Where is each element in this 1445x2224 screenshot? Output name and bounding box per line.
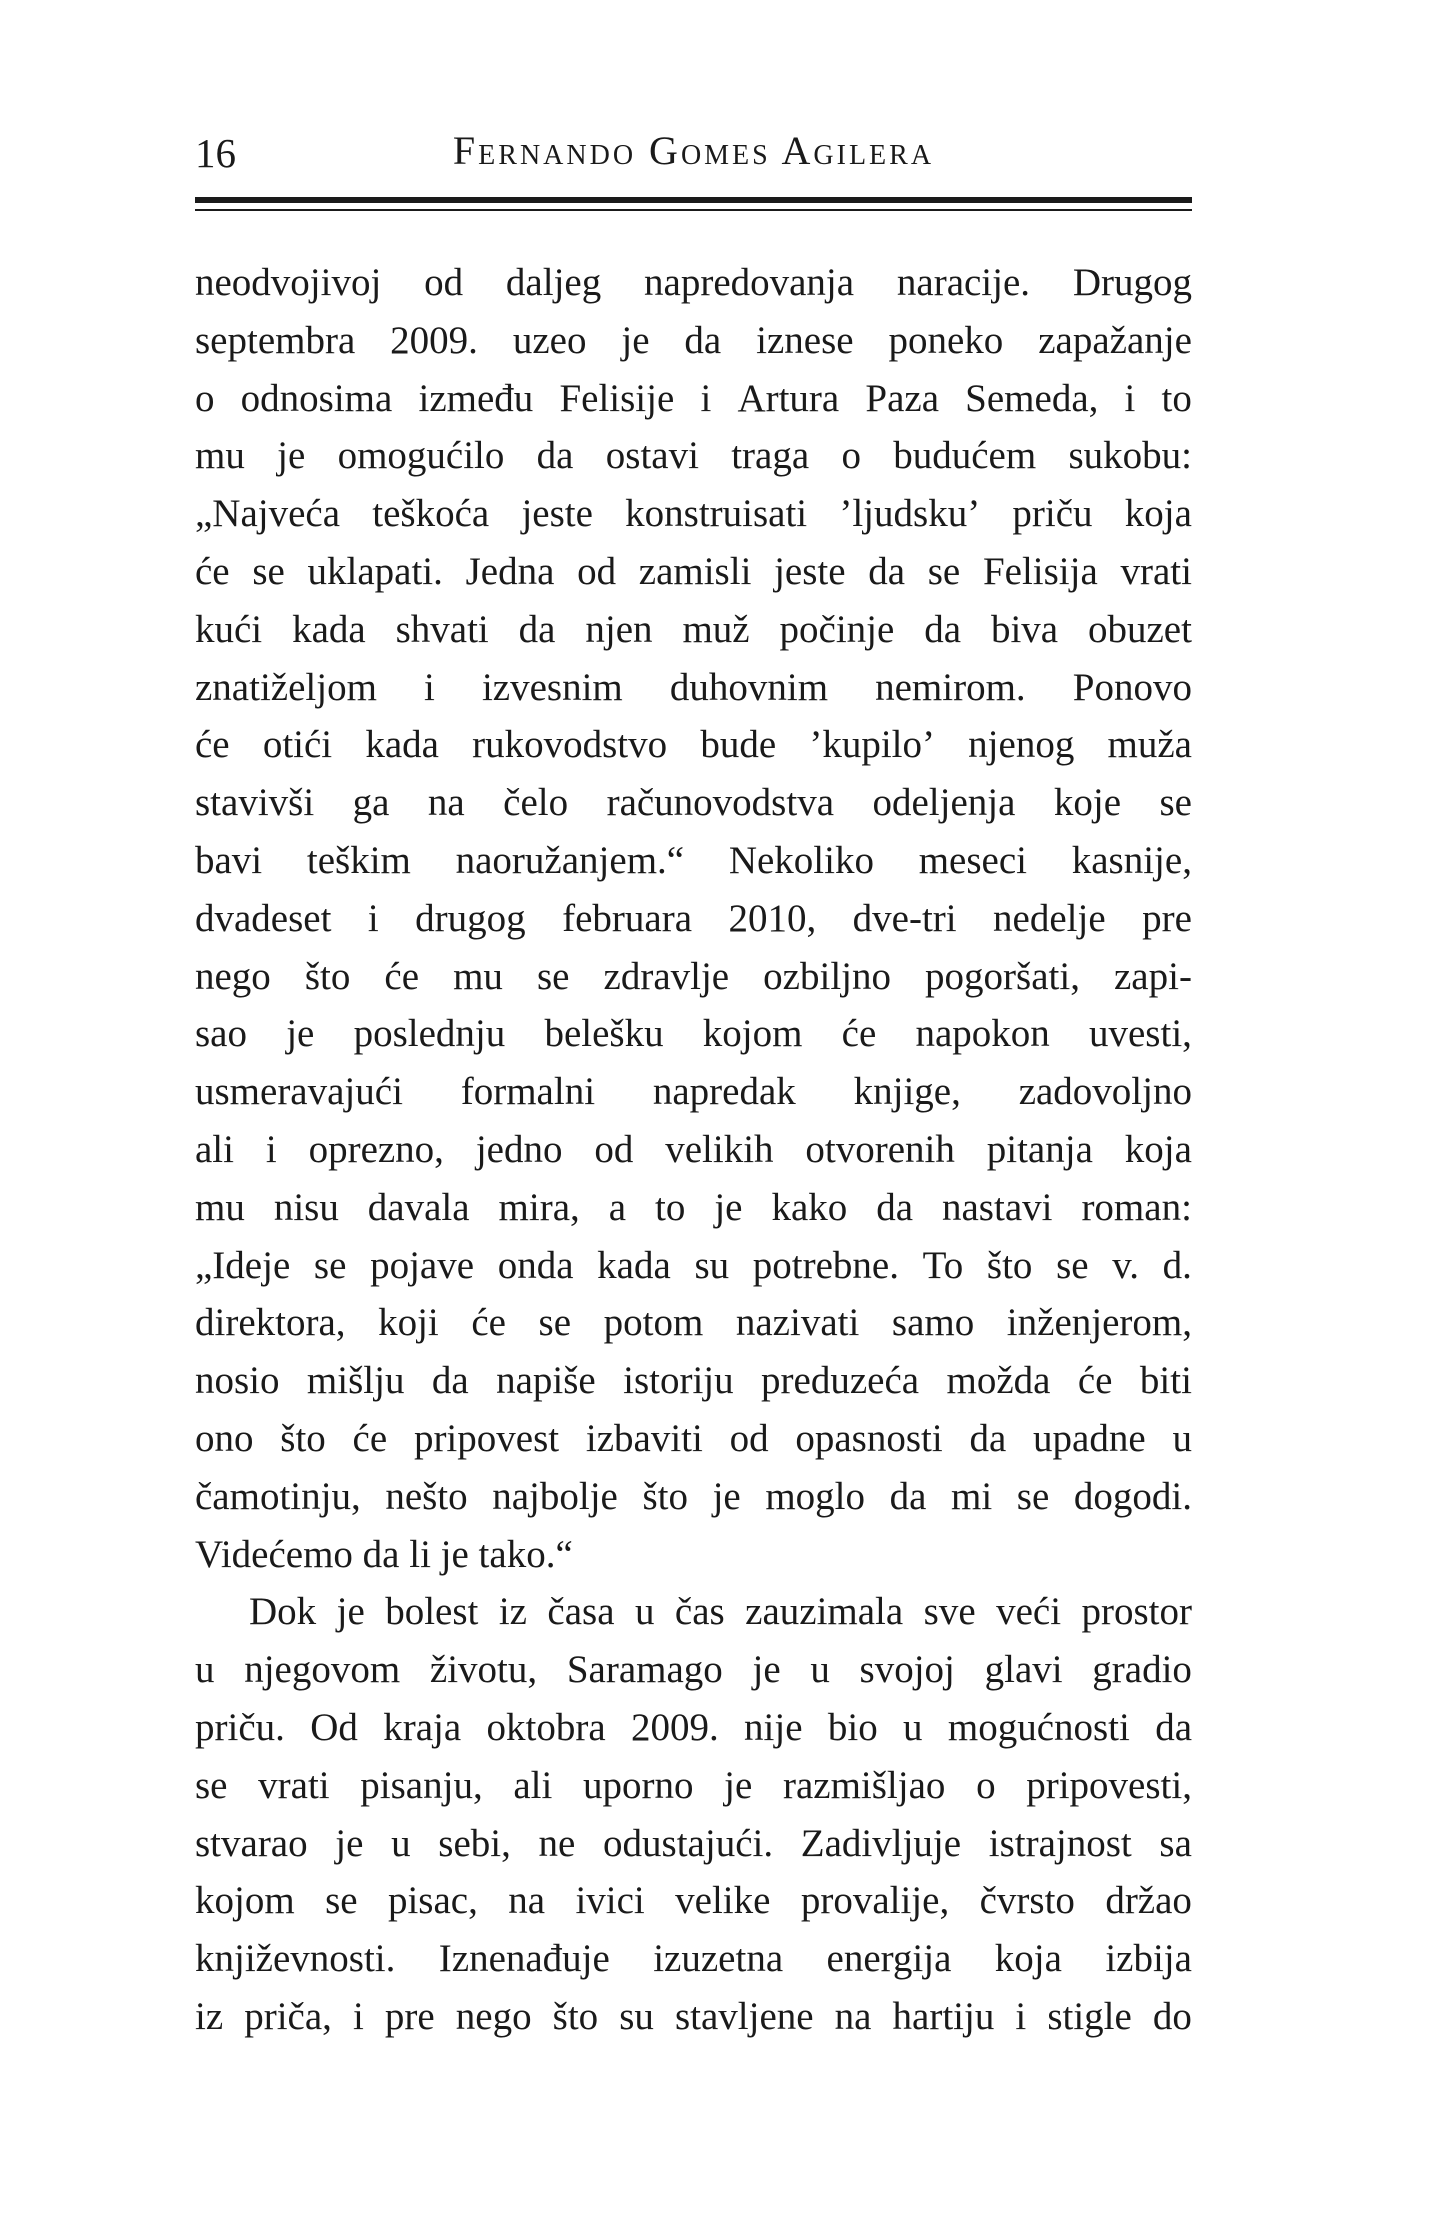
text-line: direktora, koji će se potom nazivati samo inženjerom, (195, 1301, 1192, 1345)
text-line: „Ideje se pojave onda kada su potrebne. To što se v. d. (195, 1243, 1192, 1287)
text-line: septembra 2009. uzeo je da iznese poneko zapažanje (195, 318, 1192, 362)
page-number: 16 (195, 130, 236, 176)
text-line: se vrati pisanju, ali uporno je razmišljao o pripovesti, (195, 1763, 1192, 1807)
text-line: mu nisu davala mira, a to je kako da nastavi roman: (195, 1185, 1192, 1229)
text-line: ali i oprezno, jedno od velikih otvorenih pitanja koja (195, 1127, 1192, 1171)
text-line: usmeravajući formalni napredak knjige, zadovoljno (195, 1070, 1192, 1114)
text-line: kojom se pisac, na ivici velike provalije, čvrsto držao (195, 1879, 1192, 1923)
header-rule-thin (195, 209, 1192, 211)
text-line: znatiželjom i izvesnim duhovnim nemirom. Ponovo (195, 665, 1192, 709)
text-line: kući kada shvati da njen muž počinje da biva obuzet (195, 607, 1192, 651)
body-text (195, 254, 1192, 2046)
text-line: o odnosima između Felisije i Artura Paza Semeda, i to (195, 376, 1192, 420)
text-line: stvarao je u sebi, ne odustajući. Zadivljuje istrajnost sa (195, 1821, 1192, 1865)
text-line: nosio mišlju da napiše istoriju preduzeća možda će biti (195, 1359, 1192, 1403)
text-line: iz priča, i pre nego što su stavljene na hartiju i stigle do (195, 1994, 1192, 2038)
header-rule-thick (195, 197, 1192, 203)
text-line: čamotinju, nešto najbolje što je moglo da mi se dogodi. (195, 1474, 1192, 1518)
text-line: priču. Od kraja oktobra 2009. nije bio u mogućnosti da (195, 1705, 1192, 1749)
text-line: „Najveća teškoća jeste konstruisati ’ljudsku’ priču koja (195, 492, 1192, 536)
text-line: književnosti. Iznenađuje izuzetna energija koja izbija (195, 1937, 1192, 1981)
text-line: stavivši ga na čelo računovodstva odeljenja koje se (195, 781, 1192, 825)
text-line: mu je omogućilo da ostavi traga o budućem sukobu: (195, 434, 1192, 478)
text-line: u njegovom životu, Saramago je u svojoj glavi gradio (195, 1648, 1192, 1692)
text-line: će se uklapati. Jedna od zamisli jeste da se Felisija vrati (195, 549, 1192, 593)
text-line: ono što će pripovest izbaviti od opasnosti da upadne u (195, 1416, 1192, 1460)
text-line: bavi teškim naoružanjem.“ Nekoliko meseci kasnije, (195, 838, 1192, 882)
text-line: Videćemo da li je tako.“ (195, 1532, 573, 1576)
text-line: sao je poslednju belešku kojom će napokon uvesti, (195, 1012, 1192, 1056)
text-line: nego što će mu se zdravlje ozbiljno pogoršati, zapi- (195, 954, 1192, 998)
text-line: dvadeset i drugog februara 2010, dve-tri nedelje pre (195, 896, 1192, 940)
running-header: Fernando Gomes Agilera (452, 128, 935, 173)
text-line: će otići kada rukovodstvo bude ’kupilo’ njenog muža (195, 723, 1192, 767)
text-line: Dok je bolest iz časa u čas zauzimala sve veći prostor (249, 1590, 1192, 1634)
text-line: neodvojivoj od daljeg napredovanja naracije. Drugog (195, 261, 1192, 304)
